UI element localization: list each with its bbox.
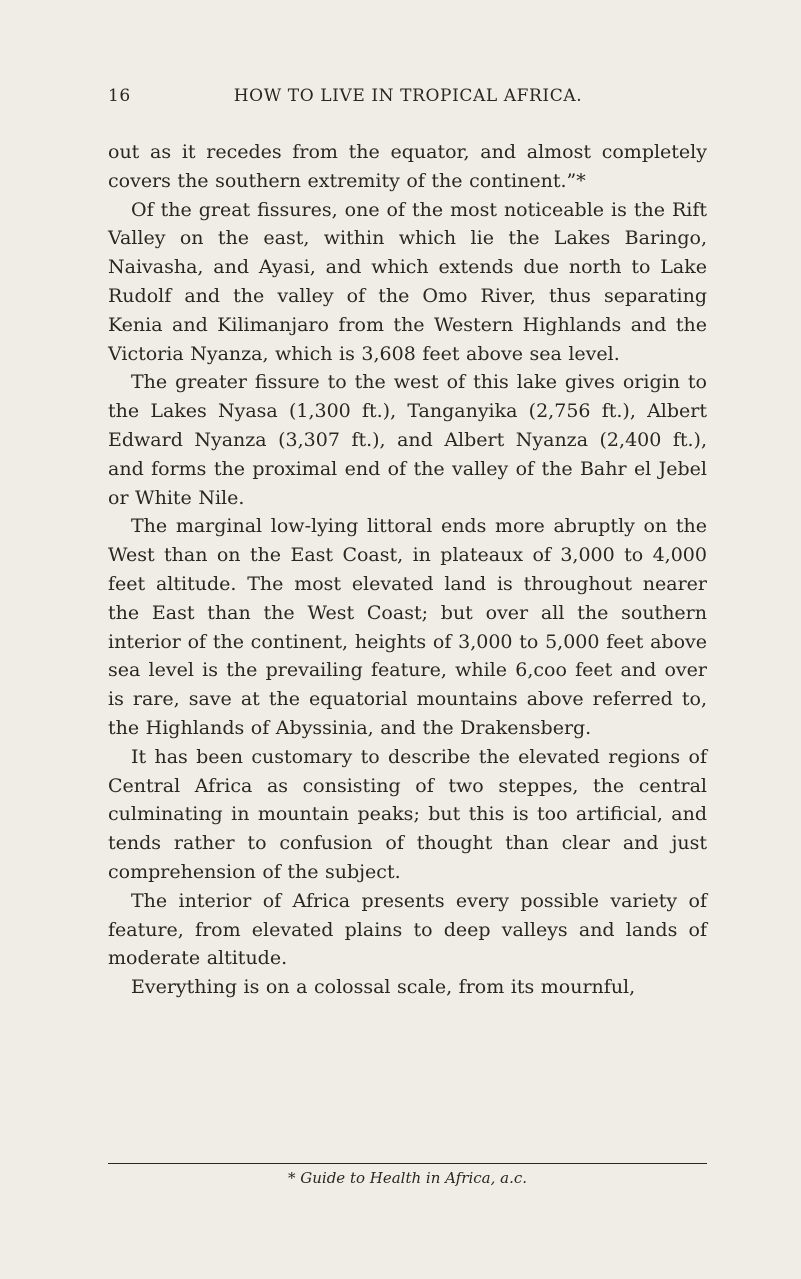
paragraph-steppes: It has been customary to describe the elevated regions of Central Africa as consisting of two steppes, the central culminating in mountain peaks; but this is too artificial, and tends rather to confusion of thought than clear and just comprehension of the subject. xyxy=(108,745,707,883)
running-head xyxy=(108,86,708,112)
paragraph-western-fissure: The greater fissure to the west of this lake gives origin to the Lakes Nyasa (1,300 ft.), Tanganyika (2,756 ft.), Albert Edward Nyanza (3,307 ft.), and Albert Nyanza (2,400 ft.), and forms the proximal end of the valley of the Bahr el Jebel or White Nile. xyxy=(108,371,707,509)
paragraph-rift-valley: Of the great fissures, one of the most noticeable is the Rift Valley on the east, within which lie the Lakes Baringo, Naivasha, and Ayasi, and which extends due north to Lake Rudolf and the valley of the Omo River, thus separating Kenia and Kilimanjaro from the Western Highlands and the Victoria Nyanza, which is 3,608 feet above sea level. xyxy=(108,198,707,365)
running-title: HOW TO LIVE IN TROPICAL AFRICA. xyxy=(233,86,583,106)
body-text xyxy=(108,138,707,1002)
paragraph-colossal-scale: Everything is on a colossal scale, from its mournful, xyxy=(131,976,636,999)
footnote xyxy=(108,1167,707,1189)
paragraph-littoral: The marginal low-lying littoral ends more abruptly on the West than on the East Coast, in plateaux of 3,000 to 4,000 feet altitude. The most elevated land is throughout nearer the East than the West Coast; but over all the southern interior of the continent, heights of 3,000 to 5,000 feet above sea level is the prevailing feature, while 6,coo feet and over is rare, save at the equatorial mountains above referred to, the Highlands of Abyssinia, and the Drakensberg. xyxy=(108,515,707,739)
paragraph-continuation: out as it recedes from the equator, and almost completely covers the southern extremity of the continent.”* xyxy=(108,141,707,192)
paragraph-interior-variety: The interior of Africa presents every possible variety of feature, from elevated plains to deep valleys and lands of moderate altitude. xyxy=(108,889,707,970)
page-number: 16 xyxy=(108,86,131,106)
footnote-rule xyxy=(108,1163,707,1164)
footnote-source: Guide to Health in Africa, a.c. xyxy=(300,1169,528,1187)
footnote-marker: * xyxy=(287,1169,296,1187)
